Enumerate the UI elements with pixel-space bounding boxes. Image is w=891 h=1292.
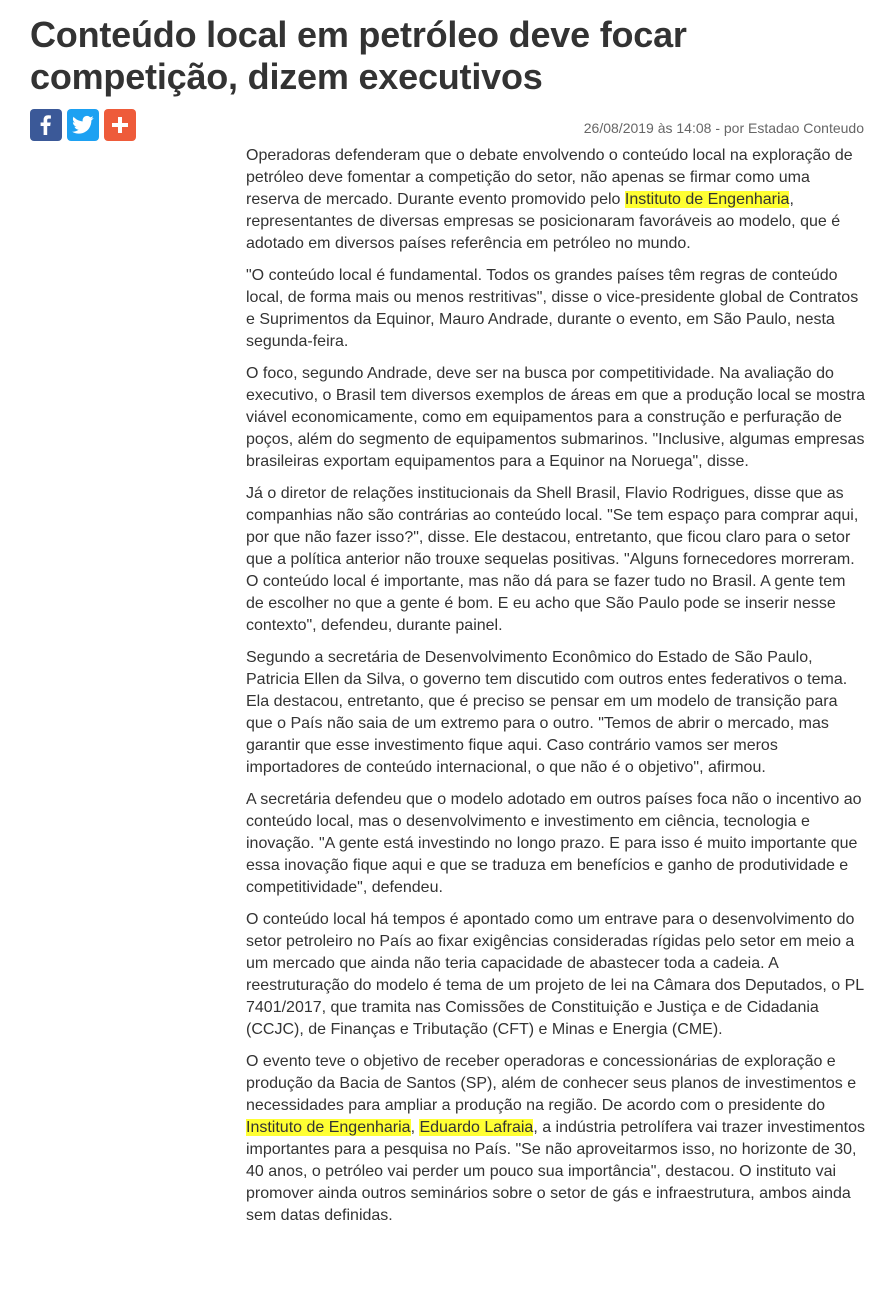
highlight-link-instituto[interactable]: Instituto de Engenharia bbox=[624, 191, 790, 208]
paragraph: Operadoras defenderam que o debate envolvendo o conteúdo local na exploração de petróleo deve fomentar a competição do setor, não apenas se firmar como uma reserva de mercado. Durante evento promovido pelo Instituto de Engenharia, representantes de diversas empresas se posicionaram favoráveis ao modelo, que é adotado em diversos países referência em petróleo no mundo. bbox=[246, 147, 853, 252]
paragraph: Segundo a secretária de Desenvolvimento Econômico do Estado de São Paulo, Patricia Ellen da Silva, o governo tem discutido com outros entes federativos o tema. Ela destacou, entretanto, que é preciso se pensar em um modelo de transição para que o País não saia de um extremo para o outro. "Temos de abrir o mercado, mas garantir que esse investimento fique aqui. Caso contrário vamos ser meros importadores de conteúdo internacional, o que não é o objetivo", afirmou. bbox=[246, 649, 848, 776]
twitter-icon bbox=[72, 115, 94, 135]
paragraph: O conteúdo local há tempos é apontado como um entrave para o desenvolvimento do setor petroleiro no País ao fixar exigências consideradas rígidas pelo setor em meio a um mercado que ainda não teria capacidade de abastecer toda a cadeia. A reestruturação do modelo é tema de um projeto de lei na Câmara dos Deputados, o PL 7401/2017, que tramita nas Comissões de Constituição e Justiça e de Cidadania (CCJC), de Finanças e Tributação (CFT) e Minas e Energia (CME). bbox=[246, 911, 864, 1038]
article-title: Conteúdo local em petróleo deve focar competição, dizem executivos bbox=[30, 14, 687, 97]
highlight-link-lafraia[interactable]: Eduardo Lafraia bbox=[419, 1119, 534, 1136]
publish-date: 26/08/2019 às 14:08 bbox=[583, 120, 712, 136]
paragraph: "O conteúdo local é fundamental. Todos os grandes países têm regras de conteúdo local, de forma mais ou menos restritivas", disse o vice-presidente global de Contratos e Suprimentos da Equinor, Mauro Andrade, durante o evento, em São Paulo, nesta segunda-feira. bbox=[246, 267, 859, 350]
byline-separator: - por bbox=[711, 120, 749, 136]
article-meta bbox=[584, 120, 864, 136]
plus-icon bbox=[111, 116, 129, 134]
article-body bbox=[246, 145, 866, 1237]
facebook-share-button[interactable] bbox=[30, 109, 62, 141]
highlight-link-instituto[interactable]: Instituto de Engenharia bbox=[246, 1119, 411, 1136]
facebook-icon bbox=[36, 115, 56, 135]
more-share-button[interactable] bbox=[104, 109, 136, 141]
paragraph: O foco, segundo Andrade, deve ser na busca por competitividade. Na avaliação do executivo, o Brasil tem diversos exemplos de áreas em que a produção local se mostra viável economicamente, como em equipamentos para a construção e perfuração de poços, além do segmento de equipamentos submarinos. "Inclusive, algumas empresas brasileiras exportam equipamentos para a Equinor na Noruega", disse. bbox=[246, 365, 865, 470]
author-name: Estadao Conteudo bbox=[748, 120, 864, 136]
twitter-share-button[interactable] bbox=[67, 109, 99, 141]
paragraph: O evento teve o objetivo de receber operadoras e concessionárias de exploração e produção da Bacia de Santos (SP), além de conhecer seus planos de investimentos e necessidades para ampliar a produção na região. De acordo com o presidente do Instituto de Engenharia, Eduardo Lafraia, a indústria petrolífera vai trazer investimentos importantes para a pesquisa no País. "Se não aproveitarmos isso, no horizonte de 30, 40 anos, o petróleo vai perder um pouco sua importância", destacou. O instituto vai promover ainda outros seminários sobre o setor de gás e infraestrutura, ambos ainda sem datas definidas. bbox=[246, 1053, 866, 1224]
paragraph: A secretária defendeu que o modelo adotado em outros países foca não o incentivo ao conteúdo local, mas o desenvolvimento e investimento em ciência, tecnologia e inovação. "A gente está investindo no longo prazo. E para isso é muito importante que essa inovação fique aqui e que se traduza em benefícios e ganho de produtividade e competitividade", defendeu. bbox=[246, 791, 862, 896]
paragraph: Já o diretor de relações institucionais da Shell Brasil, Flavio Rodrigues, disse que as companhias não são contrárias ao conteúdo local. "Se tem espaço para comprar aqui, por que não fazer isso?", disse. Ele destacou, entretanto, que ficou claro para o setor que a política anterior não trouxe sequelas positivas. "Alguns fornecedores morreram. O conteúdo local é importante, mas não dá para se fazer tudo no Brasil. A gente tem de escolher no que a gente é bom. E eu acho que São Paulo pode se inserir nesse contexto", defendeu, durante painel. bbox=[246, 485, 859, 634]
share-buttons bbox=[30, 109, 136, 141]
